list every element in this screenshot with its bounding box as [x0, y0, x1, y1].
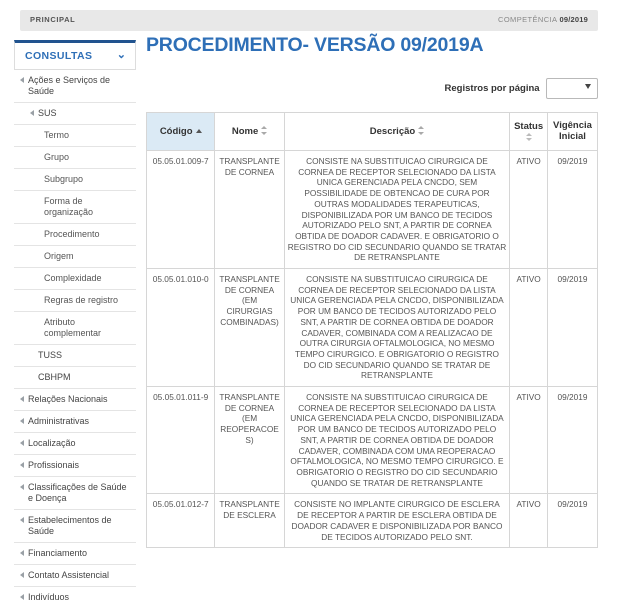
sidebar-item-label: Atributo complementar	[44, 317, 102, 338]
records-per-page-label: Registros por página	[444, 83, 540, 94]
sidebar-item-grupo[interactable]	[14, 147, 136, 169]
cell-nome: TRANSPLANTE DE ESCLERA	[215, 494, 284, 548]
sidebar-item-label: Contato Assistencial	[28, 570, 110, 580]
expander-triangle-icon[interactable]	[30, 110, 34, 116]
sidebar-item-label: Indivíduos	[28, 592, 70, 600]
sidebar-item-localiza-o[interactable]	[14, 433, 136, 455]
cell-status: ATIVO	[510, 387, 548, 494]
cell-status: ATIVO	[510, 269, 548, 387]
cell-vigencia: 09/2019	[547, 387, 597, 494]
cell-descricao: CONSISTE NA SUBSTITUICAO CIRURGICA DE CORNEA DE RECEPTOR SELECIONADO DA LISTA UNICA GERENCIADA PELA CNCDO, SEM POSSIBILIDADE DE OBTENCAO DE CURA POR OUTRAS MODALIDADES TERAPEUTICAS, DISPONIBILIZADA POR UM BANCO DE TECIDOS AUTORIZADO PELO SNT, A PARTIR DE CORNEA OBTIDA DE DOADOR CADAVER. E OBRIGATORIO O REGISTRO DO CID SECUNDARIO QUANDO SE TRATAR DE RETRANSPLANTE	[284, 151, 510, 269]
sidebar-item-cbhpm[interactable]	[14, 367, 136, 389]
competencia-indicator	[498, 15, 588, 24]
table-row[interactable]	[147, 494, 598, 548]
sidebar-item-rela-es-nacionais[interactable]	[14, 389, 136, 411]
sort-toggle-icon[interactable]	[418, 126, 424, 135]
expander-triangle-icon[interactable]	[20, 572, 24, 578]
sidebar	[14, 40, 136, 600]
sidebar-item-tuss[interactable]	[14, 345, 136, 367]
cell-vigencia: 09/2019	[547, 494, 597, 548]
cell-status: ATIVO	[510, 151, 548, 269]
sidebar-item-label: Regras de registro	[44, 295, 119, 305]
column-header-label: Vigência Inicial	[553, 120, 592, 142]
main-content	[146, 34, 598, 548]
competencia-value: 09/2019	[559, 15, 588, 24]
sidebar-item-label: Relações Nacionais	[28, 394, 108, 404]
column-header-label: Nome	[231, 125, 259, 137]
sidebar-item-label: Administrativas	[28, 416, 90, 426]
sidebar-item-label: Financiamento	[28, 548, 88, 558]
table-row[interactable]	[147, 151, 598, 269]
column-header-c-digo[interactable]	[147, 113, 215, 151]
cell-vigencia: 09/2019	[547, 269, 597, 387]
sidebar-item-label: Ações e Serviços de Saúde	[28, 75, 111, 96]
sidebar-item-label: SUS	[38, 108, 57, 118]
column-header-descri-o[interactable]	[284, 113, 510, 151]
column-header-label: Código	[159, 125, 193, 137]
expander-triangle-icon[interactable]	[20, 594, 24, 600]
page-title: PROCEDIMENTO- VERSÃO 09/2019A	[146, 34, 484, 56]
column-header-label: Descrição	[369, 125, 416, 137]
sidebar-item-label: Procedimento	[44, 229, 100, 239]
sidebar-item-label: CBHPM	[38, 372, 71, 382]
expander-triangle-icon[interactable]	[20, 440, 24, 446]
expander-triangle-icon[interactable]	[20, 550, 24, 556]
breadcrumb-bar	[20, 10, 598, 31]
sidebar-item-regras-de-registro[interactable]	[14, 290, 136, 312]
records-per-page-select[interactable]	[546, 78, 598, 99]
cell-status: ATIVO	[510, 494, 548, 548]
cell-nome: TRANSPLANTE DE CORNEA (EM CIRURGIAS COMBINADAS)	[215, 269, 284, 387]
cell-nome: TRANSPLANTE DE CORNEA (EM REOPERACOES)	[215, 387, 284, 494]
table-row[interactable]	[147, 269, 598, 387]
expander-triangle-icon[interactable]	[20, 77, 24, 83]
expander-triangle-icon[interactable]	[20, 462, 24, 468]
cell-vigencia: 09/2019	[547, 151, 597, 269]
cell-codigo: 05.05.01.012-7	[147, 494, 215, 548]
sidebar-item-label: Forma de organização	[44, 196, 94, 217]
cell-descricao: CONSISTE NA SUBSTITUICAO CIRURGICA DE CORNEA DE RECEPTOR SELECIONADO DA LISTA UNICA GERENCIADA PELA CNCDO, DISPONIBILIZADA POR UM BANCO DE TECIDOS AUTORIZADO PELO SNT, A PARTIR DE CORNEA OBTIDA DE DOADOR CADAVER, COMBINADA COM UMA REOPERACAO OFTALMOLOGICA, NO MESMO TEMPO CIRURGICO. E OBRIGATORIO O REGISTRO DO CID SECUNDARIO QUANDO SE TRATAR DE RETRANSPLANTE	[284, 387, 510, 494]
sidebar-item-profissionais[interactable]	[14, 455, 136, 477]
sidebar-item-label: Termo	[44, 130, 70, 140]
sort-toggle-icon[interactable]	[261, 126, 267, 135]
cell-codigo: 05.05.01.010-0	[147, 269, 215, 387]
caret-down-icon	[585, 84, 591, 89]
expander-triangle-icon[interactable]	[20, 418, 24, 424]
table-row[interactable]	[147, 387, 598, 494]
expander-triangle-icon[interactable]	[20, 484, 24, 490]
sidebar-item-label: Complexidade	[44, 273, 102, 283]
sidebar-item-subgrupo[interactable]	[14, 169, 136, 191]
sort-toggle-icon[interactable]	[526, 133, 532, 141]
expander-triangle-icon[interactable]	[20, 517, 24, 523]
column-header-vig-ncia-inicial	[547, 113, 597, 151]
sidebar-item-origem[interactable]	[14, 246, 136, 268]
sidebar-item-a-es-e-servi-os-de-sa-de[interactable]	[14, 70, 136, 103]
cell-descricao: CONSISTE NA SUBSTITUICAO CIRURGICA DE CORNEA DE RECEPTOR SELECIONADO DA LISTA UNICA GERENCIADA PELA CNCDO, DISPONIBILIZADA POR UM BANCO DE TECIDOS AUTORIZADO PELO SNT, A PARTIR DE CORNEA OBTIDA DE DOADOR CADAVER, COMBINADA COM A REALIZACAO DE OUTRA CIRURGIA OFTALMOLOGICA, NO MESMO TEMPO CIRURGICO. E OBRIGATORIO O REGISTRO DO CID SECUNDARIO QUANDO SE TRATAR DE RETRANSPLANTE	[284, 269, 510, 387]
sidebar-item-financiamento[interactable]	[14, 543, 136, 565]
sidebar-item-forma-de-organiza-o[interactable]	[14, 191, 136, 224]
sidebar-item-complexidade[interactable]	[14, 268, 136, 290]
sidebar-item-classifica-es-de-sa-de-e-doen-a[interactable]	[14, 477, 136, 510]
competencia-label: COMPETÊNCIA	[498, 15, 557, 24]
column-header-status[interactable]	[510, 113, 548, 151]
sidebar-item-label: Profissionais	[28, 460, 80, 470]
sidebar-header-label: CONSULTAS	[25, 50, 93, 62]
column-header-label: Status	[514, 121, 544, 132]
procedures-table	[146, 112, 598, 548]
table-head	[147, 113, 598, 151]
sidebar-item-sus[interactable]	[14, 103, 136, 125]
sidebar-item-atributo-complementar[interactable]	[14, 312, 136, 345]
cell-codigo: 05.05.01.011-9	[147, 387, 215, 494]
table-body	[147, 151, 598, 548]
cell-descricao: CONSISTE NO IMPLANTE CIRURGICO DE ESCLERA DE RECEPTOR A PARTIR DE ESCLERA OBTIDA DE DOADOR CADAVER E DISPONIBILIZADA POR BANCO DE TECIDOS AUTORIZADO PELO SNT.	[284, 494, 510, 548]
column-header-nome[interactable]	[215, 113, 284, 151]
sort-ascending-icon[interactable]	[196, 129, 202, 133]
expander-triangle-icon[interactable]	[20, 396, 24, 402]
sidebar-item-label: Subgrupo	[44, 174, 84, 184]
cell-codigo: 05.05.01.009-7	[147, 151, 215, 269]
cell-nome: TRANSPLANTE DE CORNEA	[215, 151, 284, 269]
sidebar-header-consultas[interactable]	[14, 40, 136, 70]
chevron-down-icon[interactable]: ⌄	[116, 49, 126, 61]
sidebar-nav	[14, 70, 136, 600]
table-header-row	[147, 113, 598, 151]
sidebar-item-label: Localização	[28, 438, 76, 448]
sidebar-item-estabelecimentos-de-sa-de[interactable]	[14, 510, 136, 543]
sidebar-item-label: TUSS	[38, 350, 63, 360]
sidebar-item-label: Classificações de Saúde e Doença	[28, 482, 127, 503]
breadcrumb-principal[interactable]: PRINCIPAL	[30, 15, 76, 24]
sidebar-item-contato-assistencial[interactable]	[14, 565, 136, 587]
sidebar-item-label: Estabelecimentos de Saúde	[28, 515, 112, 536]
records-per-page-control	[146, 78, 598, 100]
sidebar-item-termo[interactable]	[14, 125, 136, 147]
sidebar-item-label: Origem	[44, 251, 74, 261]
sidebar-item-label: Grupo	[44, 152, 70, 162]
sidebar-item-indiv-duos[interactable]	[14, 587, 136, 600]
sidebar-item-administrativas[interactable]	[14, 411, 136, 433]
sidebar-item-procedimento[interactable]	[14, 224, 136, 246]
